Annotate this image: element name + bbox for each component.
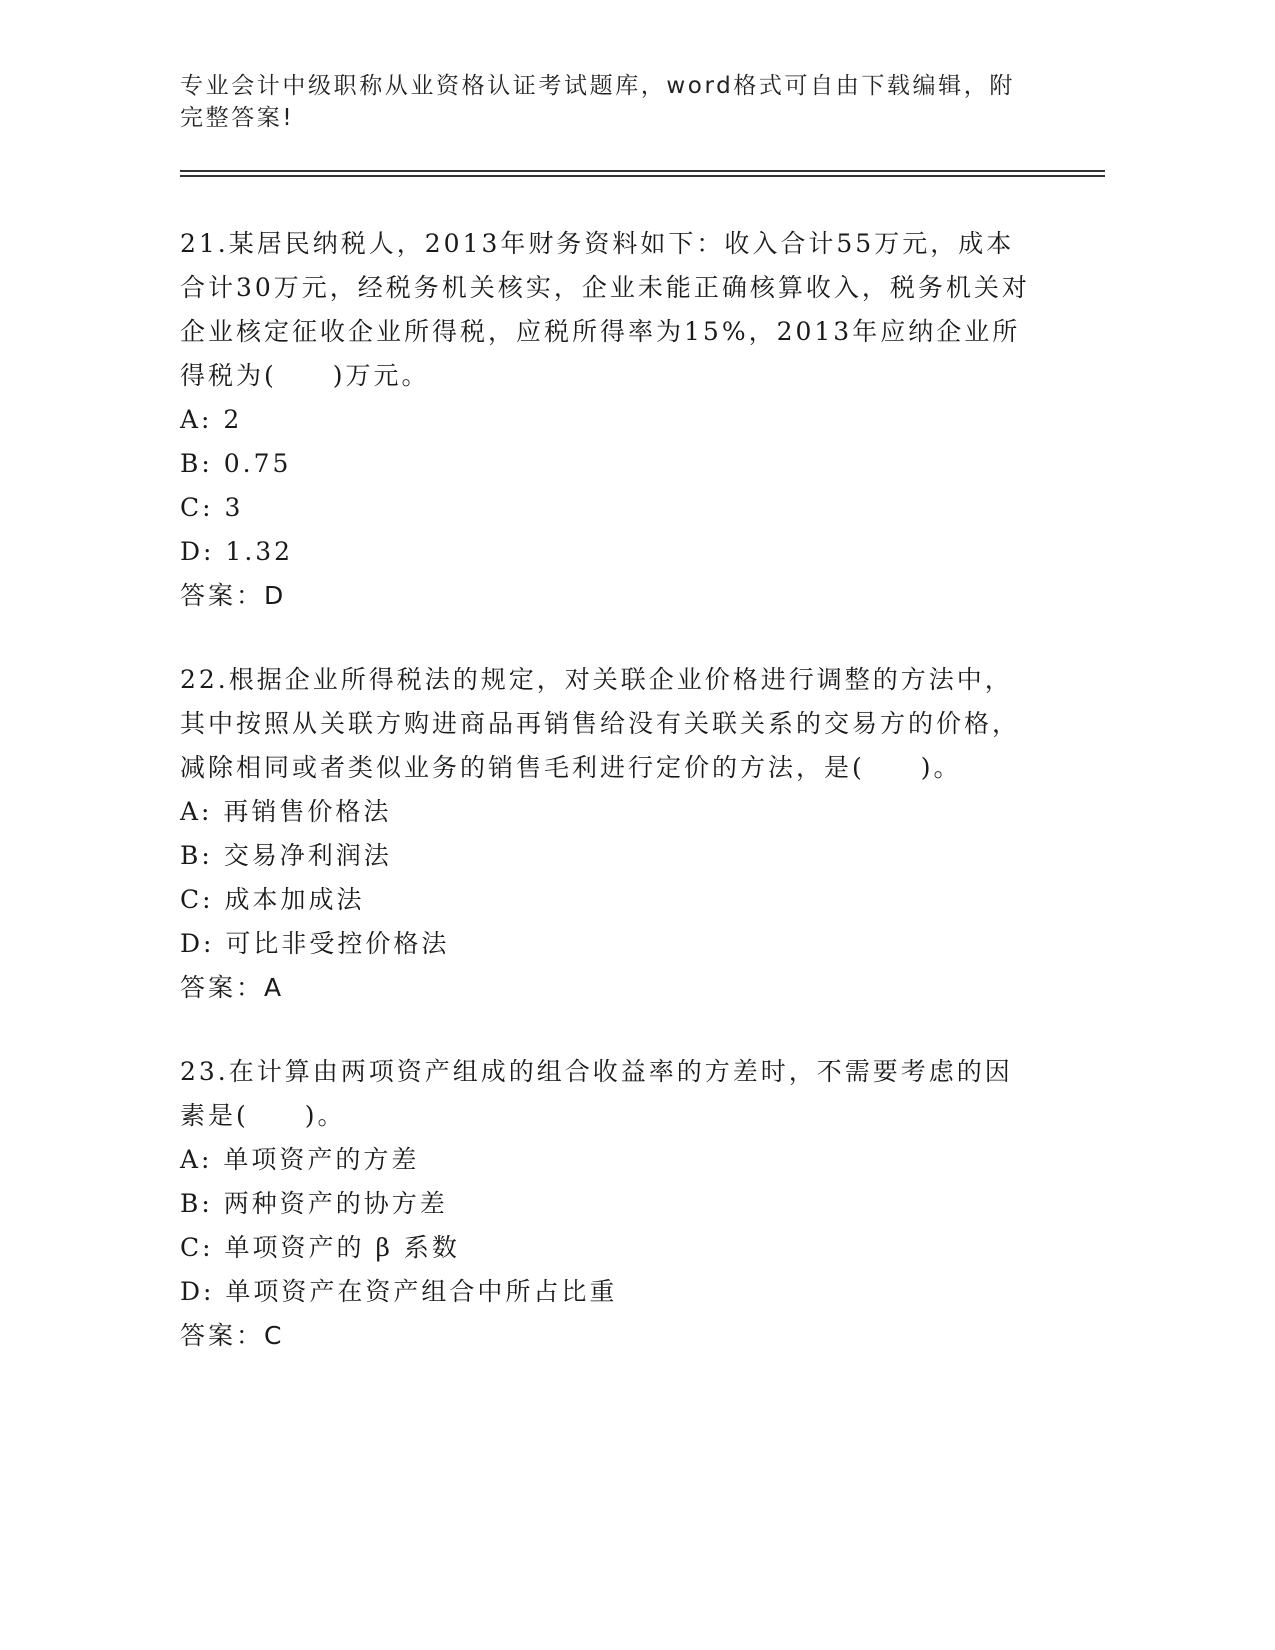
option-d: D: 1.32 xyxy=(180,537,294,566)
question-21 xyxy=(180,222,1040,618)
header-divider-bottom xyxy=(180,175,1105,177)
option-c: C: 3 xyxy=(180,493,244,522)
option-a: A: 单项资产的方差 xyxy=(180,1145,420,1174)
question-stem: 21.某居民纳税人，2013年财务资料如下：收入合计55万元，成本合计30万元，经税务机关核实，企业未能正确核算收入，税务机关对企业核定征收企业所得税，应税所得率为15%，2013年应纳企业所得税为( )万元。 xyxy=(180,229,1030,390)
header-text: 专业会计中级职称从业资格认证考试题库，word格式可自由下载编辑，附完整答案! xyxy=(180,73,1015,131)
option-c: C: 单项资产的 β 系数 xyxy=(180,1233,460,1262)
option-a: A: 再销售价格法 xyxy=(180,797,392,826)
option-b: B: 交易净利润法 xyxy=(180,841,392,870)
question-stem: 22.根据企业所得税法的规定，对关联企业价格进行调整的方法中，其中按照从关联方购进商品再销售给没有关联关系的交易方的价格，减除相同或者类似业务的销售毛利进行定价的方法，是( )。 xyxy=(180,665,1021,782)
question-23 xyxy=(180,1050,1040,1358)
header-divider-top xyxy=(180,170,1105,172)
answer: 答案：C xyxy=(180,1321,285,1350)
question-22 xyxy=(180,658,1040,1010)
option-b: B: 两种资产的协方差 xyxy=(180,1189,448,1218)
answer: 答案：A xyxy=(180,973,285,1002)
option-c: C: 成本加成法 xyxy=(180,885,365,914)
answer: 答案：D xyxy=(180,581,287,610)
option-d: D: 单项资产在资产组合中所占比重 xyxy=(180,1277,618,1306)
question-stem: 23.在计算由两项资产组成的组合收益率的方差时，不需要考虑的因素是( )。 xyxy=(180,1057,1013,1130)
option-a: A: 2 xyxy=(180,405,243,434)
option-d: D: 可比非受控价格法 xyxy=(180,929,450,958)
option-b: B: 0.75 xyxy=(180,449,292,478)
